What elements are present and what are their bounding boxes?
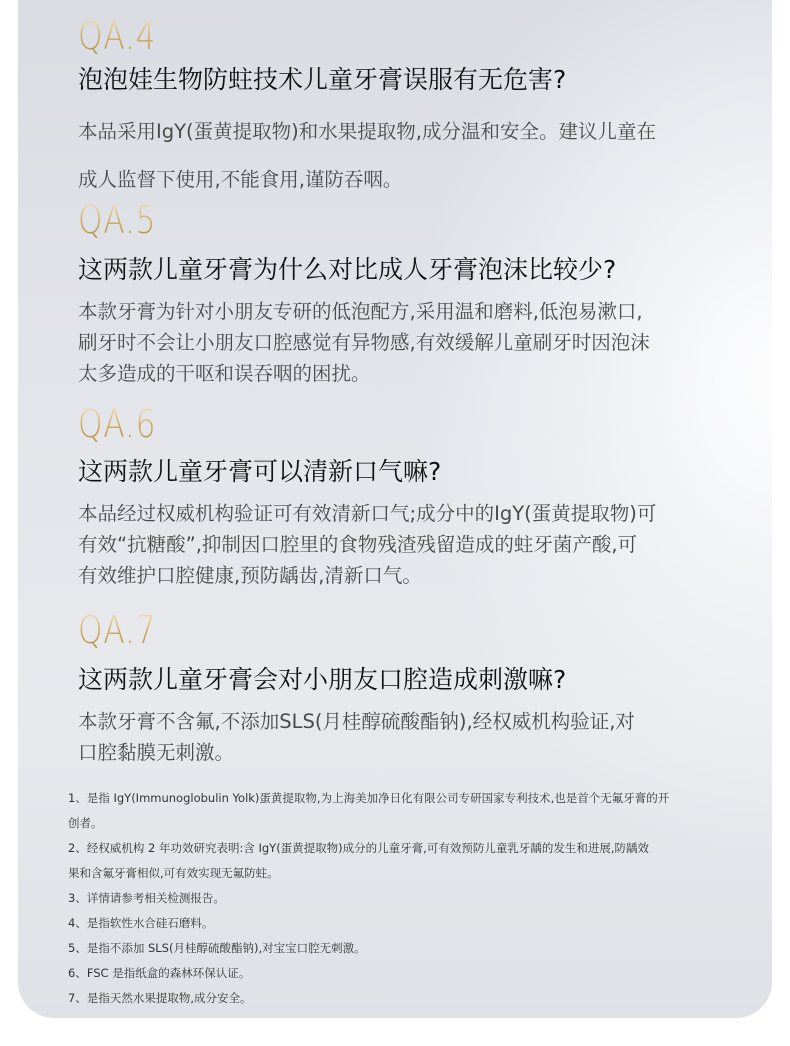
question-heading: 这两款儿童牙膏为什么对比成人牙膏泡沫比较少?	[78, 255, 617, 284]
footnote: 3、详情请参考相关检测报告。	[68, 891, 225, 905]
footnote: 7、是指天然水果提取物,成分安全。	[68, 991, 252, 1005]
footnote: 4、是指软性水合硅石磨料。	[68, 916, 214, 930]
qa-number: QA.5	[78, 198, 157, 242]
footnote: 2、经权威机构 2 年功效研究表明:含 IgY(蛋黄提取物)成分的儿童牙膏,可有效预防儿童乳牙龋的发生和进展,防龋效	[68, 841, 649, 855]
answer-line: 有效维护口腔健康,预防龋齿,清新口气。	[78, 564, 422, 587]
footnote: 1、是指 IgY(Immunoglobulin Yolk)蛋黄提取物,为上海美加净日化有限公司专研国家专利技术,也是首个无氟牙膏的开	[68, 791, 670, 805]
answer-text	[78, 296, 738, 389]
answer-line: 成人监督下使用,不能食用,谨防吞咽。	[78, 168, 403, 191]
qa-number: QA.7	[78, 608, 157, 652]
qa-number: QA.4	[78, 14, 157, 58]
answer-line: 本品采用IgY(蛋黄提取物)和水果提取物,成分温和安全。建议儿童在	[78, 120, 656, 143]
footnotes	[68, 786, 748, 1011]
footnote: 6、FSC 是指纸盒的森林环保认证。	[68, 966, 251, 980]
footnote: 5、是指不添加 SLS(月桂醇硫酸酯钠),对宝宝口腔无刺激。	[68, 941, 366, 955]
answer-line: 本款牙膏为针对小朋友专研的低泡配方,采用温和磨料,低泡易漱口,	[78, 300, 643, 323]
answer-line: 口腔黏膜无刺激。	[78, 741, 235, 764]
answer-line: 本品经过权威机构验证可有效清新口气;成分中的IgY(蛋黄提取物)可	[78, 502, 657, 525]
answer-line: 刷牙时不会让小朋友口腔感觉有异物感,有效缓解儿童刷牙时因泡沫	[78, 331, 650, 354]
footnote: 果和含氟牙膏相似,可有效实现无氟防蛀。	[68, 866, 279, 880]
question-heading: 泡泡娃生物防蛀技术儿童牙膏误服有无危害?	[78, 65, 567, 94]
answer-text	[78, 108, 738, 204]
answer-line: 有效“抗糖酸”,抑制因口腔里的食物残渣残留造成的蛀牙菌产酸,可	[78, 533, 638, 556]
answer-text	[78, 498, 738, 591]
answer-line: 太多造成的干呕和误吞咽的困扰。	[78, 362, 371, 385]
faq-panel	[18, 0, 772, 1018]
footnote: 创者。	[68, 816, 103, 830]
answer-line: 本款牙膏不含氟,不添加SLS(月桂醇硫酸酯钠),经权威机构验证,对	[78, 710, 635, 733]
answer-text	[78, 706, 738, 768]
question-heading: 这两款儿童牙膏可以清新口气嘛?	[78, 457, 442, 486]
question-heading: 这两款儿童牙膏会对小朋友口腔造成刺激嘛?	[78, 665, 567, 694]
qa-number: QA.6	[78, 402, 157, 446]
